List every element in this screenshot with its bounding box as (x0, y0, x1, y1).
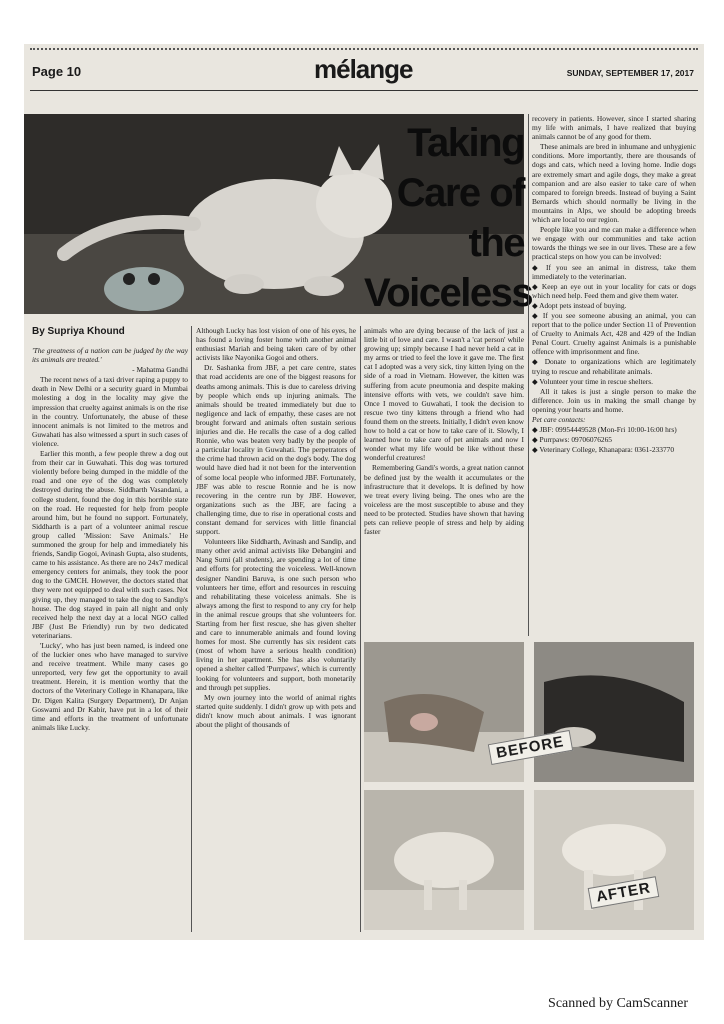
article-paragraph: The recent news of a taxi driver raping a puppy to death in New Delhi or a security guard in Mumbai molesting a dog in the locality may give the impression that cruelty against animals is on the rise in the country. Unfortunately, the abuse of these innocent animals is not limited to the metros and Guwahati has also witnessed a spurt in such cases of violence. (32, 375, 188, 448)
article-paragraph: Pet care contacts: (532, 415, 586, 424)
column-divider (360, 326, 361, 932)
article-paragraph: Earlier this month, a few people threw a dog out from their car in Guwahati. This dog was tortured violently before being dumped in the middle of the road and one eye of the dog was completely destroyed during the abuse. Siddharth Vasandani, a college student, found the dog in this horrible state on the road. He requested for help from people around him, but he found no support. Fortunately, Siddharth is a part of a volunteer animal rescue group called 'Mission: Save Animals.' He summoned the group for help and immediately his friends, Sandip Gogoi, Avinash Gupta, also students, came to his assistance. As there are no 24x7 medical emergency centers for animals, they took the poor dog to the GMCH. However, the doctors stated that they were not equipped to deal with such cases. Not giving up, they managed to take the dog to Sandip's house. The dog stayed in pain all night and only received help the next day at a local NGO called JBF (Just Be Friendly) run by two dedicated veterinarians. (32, 449, 188, 640)
article-paragraph: ◆ Volunteer your time in rescue shelters. (532, 376, 653, 386)
article-paragraph: ◆ If you see an animal in distress, take them immediately to the veterinarian. (532, 262, 696, 281)
section-title: mélange (314, 54, 413, 84)
article-paragraph: My own journey into the world of animal rights started quite suddenly. I didn't grow up with pets and didn't know much about animals. I was ignorant about the plight of thousands of (196, 692, 356, 730)
article-paragraph: Although Lucky has lost vision of one of his eyes, he has found a loving foster home with another animal enthusiast Mariah and being taken care of by other activists like Nayonika Gogoi and others. (196, 326, 356, 363)
article-headline (364, 118, 533, 318)
newspaper-page (24, 44, 704, 940)
article-paragraph: Volunteers like Siddharth, Avinash and Sandip, and many other avid animal activists like Debangini and Nang Sumi (all students), are spending a lot of time and efforts for protecting the voiceless. Well-known designer Nandini Baruva, is one such person who volunteers her time, effort and resources in rescuing and rehabilitating these voiceless animals. She is always among the first to respond to any cry for help in the animal rescue groups that she volunteers for. Starting from her first rescue, she has given shelter and care to innumerable animals and found loving homes for most. She currently has six resident cats (most of whom have a serious health condition) living in her apartment. She has also voluntarily opened a shelter called 'Purrpaws', which is currently looking for volunteers and support, both monetarily and through pet supplies. (196, 537, 356, 692)
page-number: Page 10 (32, 64, 82, 79)
article-paragraph: Remembering Gandi's words, a great nation cannot be defined just by the wealth it accumulates or the infrastructure that it develops. It is defined by how we treat every living being. The ones who are the voiceless are the most susceptible to abuse and they need to be protected. Studies have shown that having pets can relieve people of stress and help by aiding faster (364, 463, 524, 537)
article-paragraph: ◆ JBF: 09954449528 (Mon-Fri 10:00-16:00 hrs) (532, 425, 677, 435)
article-paragraph: People like you and me can make a difference when we engage with our communities and take action towards the things we see in our lives. These are a few practical steps on how you can be involved: (532, 225, 696, 262)
article-paragraph: ◆ Purrpaws: 09706076265 (532, 435, 612, 445)
headline-line-3: Voiceless (364, 271, 533, 315)
article-column-2 (196, 326, 356, 932)
article-paragraph: ◆ Veterinary College, Khanapara: 0361-233770 (532, 445, 675, 455)
article-paragraph: ◆ Donate to organizations which are legitimately trying to rescue and rehabilitate animals. (532, 357, 696, 376)
article-column-3 (364, 326, 524, 636)
article-column-4 (532, 114, 696, 636)
article-paragraph: - Mahatma Gandhi (132, 365, 188, 375)
before-label: BEFORE (488, 730, 573, 765)
after-photo-1 (364, 790, 524, 930)
article-paragraph: All it takes is just a single person to make the difference. Join us in making the small change by opening your hearts and home. (532, 386, 696, 414)
article-paragraph: animals who are dying because of the lack of just a little bit of love and care. I wasn't a 'cat person' while growing up; simply because I had never held a cat in my arms or tried to feel the love it gave me. The first cat I adopted was a very sick, tiny kitten lying on the side of a road in Vietnam. However, the kitten was suffering from acute pneumonia and despite making intensive efforts with vets, we couldn't save him. Once I moved to Guwahati, I took the decision to rescue two tiny kittens through a friend who had found them on the streets. Initially, I didn't even know how to hold a cat or how to take care of it. Slowly, I learned how to take care of pet animals and now I wonder what my life would be like without these wonderful creatures! (364, 326, 524, 463)
top-dotted-rule (30, 48, 698, 50)
article-paragraph: ◆ Adopt pets instead of buying. (532, 300, 627, 310)
article-paragraph: ◆ Keep an eye out in your locality for cats or dogs which need help. Feed them and give them water. (532, 281, 696, 300)
headline-line-2: Care of the (396, 171, 524, 265)
before-photo-2 (534, 642, 694, 782)
column-divider (191, 326, 192, 932)
article-paragraph: recovery in patients. However, since I started sharing my life with animals, I have realized that buying animals cannot be of any good for them. (532, 114, 696, 142)
after-photo-2 (534, 790, 694, 930)
article-paragraph: These animals are bred in inhumane and unhygienic conditions. More importantly, there are thousands of dogs and cats, which need a loving home. Indie dogs are extremely smart and agile dogs, they make a great companion and are also easier to take care of when compared to foreign breeds. Instead of buying a Saint Bernards which should normally be living in the mountains in Alps, we should be adopting breeds which are local to our region. (532, 142, 696, 225)
article-paragraph: Dr. Sashanka from JBF, a pet care centre, states that road accidents are one of the biggest reasons for deaths among animals. This is due to careless driving by people which ends up injuring animals. The animals should be treated immediately but due to negligence and lack of empathy, these cases are not brought forward and animals often sustain serious injuries and die. He recalls the case of a dog called Ronnie, who was beaten very badly by the people of a particular locality in Guwahati. The perpetrators of the crime had thrown acid on the dog's body. The dog would have died had it not been for the intervention of some local people who informed JBF. Fortunately, JBF was able to rescue Ronnie and he is now recovering in the centre run by JBF. However, organizations such as the JBF, are facing a challenging time, due to rise in operational costs and constant demand for services with little financial support. (196, 363, 356, 537)
article-column-1 (32, 346, 188, 932)
article-paragraph: ◆ If you see someone abusing an animal, you can report that to the police under Section 11 of Prevention of Cruelty to Animals Act, 428 and 429 of the Indian Penal Court. Cruelty against Animals is a punishable offence with imprisonment and fine. (532, 310, 696, 357)
byline: By Supriya Khound (32, 326, 125, 337)
header-rule (30, 90, 698, 91)
before-after-photos (364, 642, 696, 932)
article-paragraph: 'The greatness of a nation can be judged by the way its animals are treated.' (32, 346, 188, 365)
issue-date: SUNDAY, SEPTEMBER 17, 2017 (566, 68, 694, 78)
scanner-credit: Scanned by CamScanner (548, 996, 688, 1011)
article-paragraph: 'Lucky', who has just been named, is indeed one of the luckier ones who have managed to survive and receive treatment. While many cases go unreported, very few get the opportunity to avail treatment. Herein, it is mention worthy that the doctors of the Veterinary College in Khanapara, like Dr. Digen Kalita (Surgery Department), Dr Anjan Goswami and Dr Kabir, have put in a lot of their time and efforts in the treatment of unfortunate animals like Lucky. (32, 641, 188, 732)
column-divider (528, 114, 529, 636)
headline-line-1: Taking (407, 121, 524, 165)
after-label: AFTER (588, 876, 660, 909)
